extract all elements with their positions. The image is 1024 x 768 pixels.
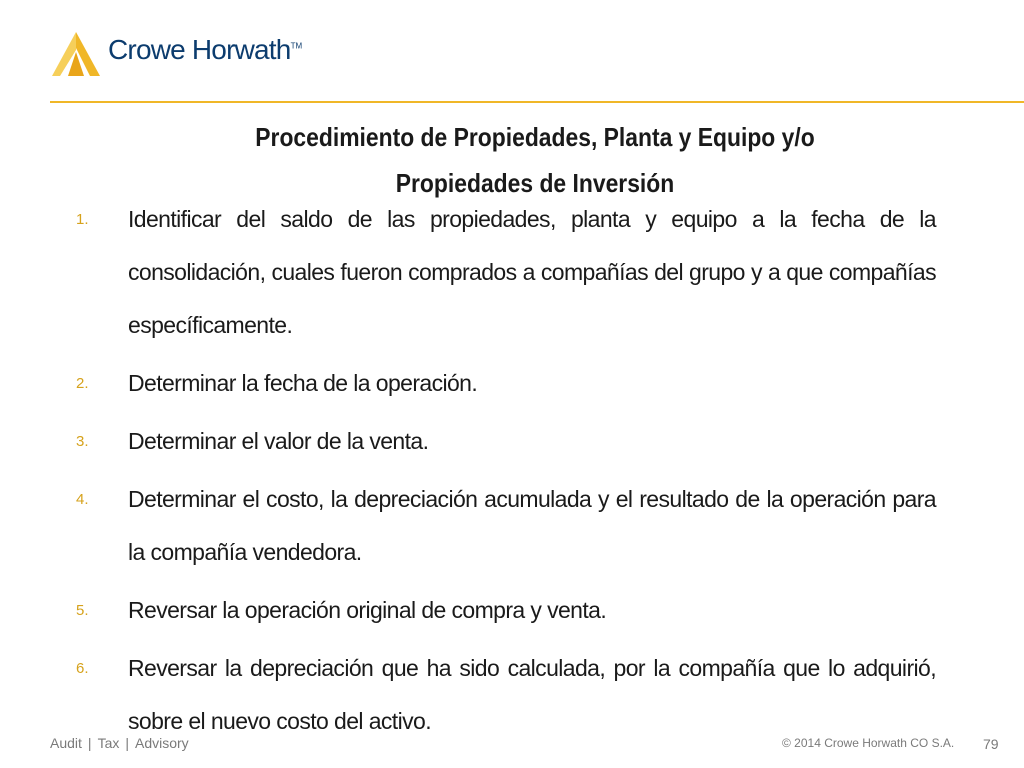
footer-audit: Audit xyxy=(50,735,82,751)
header-divider xyxy=(50,101,1024,103)
procedure-list xyxy=(76,193,936,753)
list-item-number: 1. xyxy=(76,211,89,228)
list-item-number: 5. xyxy=(76,602,89,619)
list-item xyxy=(76,193,936,352)
footer-separator: | xyxy=(125,735,129,751)
logo-wordmark: Crowe Horwath™ xyxy=(108,34,303,65)
slide-title-line-1: Procedimiento de Propiedades, Planta y Equipo y/o xyxy=(255,122,815,152)
list-item-text: Identificar del saldo de las propiedades, planta y equipo a la fecha de la consolidación, cuales fueron comprados a compañías del grupo y a que compañías específicamente. xyxy=(128,206,936,338)
list-item-number: 4. xyxy=(76,491,89,508)
slide-title-line-2: Propiedades de Inversión xyxy=(395,168,675,198)
list-item-text: Determinar el valor de la venta. xyxy=(128,428,429,454)
footer-tax: Tax xyxy=(97,735,120,751)
list-item-number: 2. xyxy=(76,375,89,392)
list-item xyxy=(76,357,936,410)
page-number: 79 xyxy=(983,736,999,752)
list-item xyxy=(76,415,936,468)
list-item xyxy=(76,473,936,579)
list-item-text: Reversar la depreciación que ha sido calculada, por la compañía que lo adquirió, sobre el nuevo costo del activo. xyxy=(128,655,936,734)
list-item xyxy=(76,584,936,637)
footer-advisory: Advisory xyxy=(135,735,189,751)
list-item-text: Determinar la fecha de la operación. xyxy=(128,370,478,396)
footer-services xyxy=(50,735,189,751)
list-item-number: 6. xyxy=(76,660,89,677)
list-item-text: Determinar el costo, la depreciación acumulada y el resultado de la operación para la compañía vendedora. xyxy=(128,486,936,565)
footer-copyright: © 2014 Crowe Horwath CO S.A. xyxy=(782,736,955,750)
crowe-logo-icon xyxy=(50,30,102,80)
list-item-text: Reversar la operación original de compra y venta. xyxy=(128,597,607,623)
list-item xyxy=(76,642,936,748)
list-item-number: 3. xyxy=(76,433,89,450)
company-logo xyxy=(50,30,330,80)
footer-separator: | xyxy=(87,735,92,751)
